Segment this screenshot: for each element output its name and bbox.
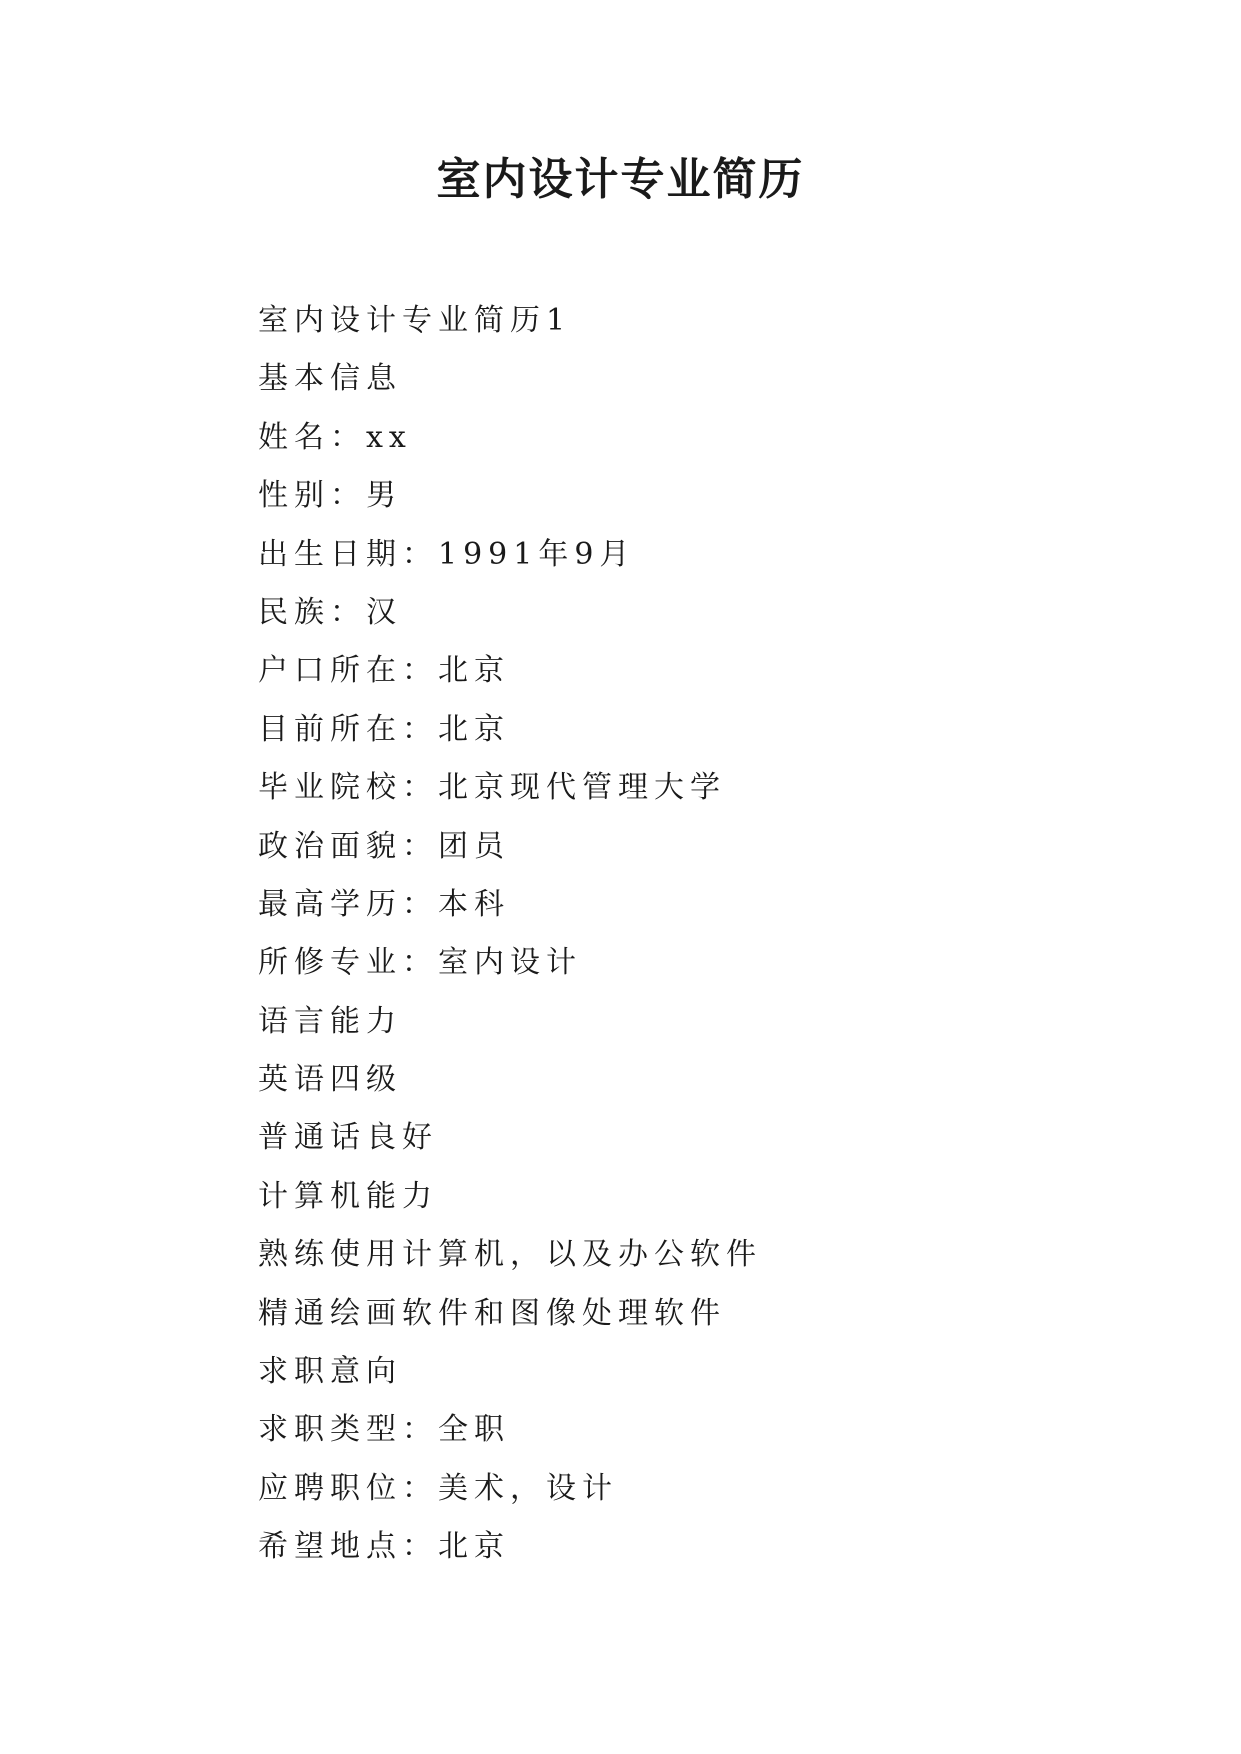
field-job-type: 求职类型：全职: [258, 1412, 510, 1448]
field-hukou-location: 户口所在：北京: [258, 653, 510, 689]
language-item-mandarin: 普通话良好: [258, 1120, 438, 1156]
field-graduated-school: 毕业院校：北京现代管理大学: [258, 770, 726, 806]
section-heading-basic-info: 基本信息: [258, 361, 402, 397]
field-highest-education: 最高学历：本科: [258, 886, 510, 922]
field-desired-location: 希望地点：北京: [258, 1529, 510, 1565]
section-heading-language: 语言能力: [258, 1003, 402, 1039]
field-political-status: 政治面貌：团员: [258, 828, 510, 864]
field-current-location: 目前所在：北京: [258, 711, 510, 747]
field-birth-date: 出生日期：1991年9月: [258, 536, 636, 572]
resume-body: [258, 292, 1058, 1577]
section-heading-job-intention: 求职意向: [258, 1354, 402, 1390]
field-name: 姓名：xx: [258, 419, 412, 455]
field-gender: 性别：男: [258, 478, 402, 514]
document-title: 室内设计专业简历: [436, 154, 805, 205]
resume-heading: 室内设计专业简历1: [258, 303, 572, 338]
field-ethnicity: 民族：汉: [258, 594, 402, 630]
section-heading-computer: 计算机能力: [258, 1178, 438, 1214]
computer-skill-office: 熟练使用计算机，以及办公软件: [258, 1237, 762, 1273]
language-item-english: 英语四级: [258, 1062, 402, 1098]
field-position: 应聘职位：美术，设计: [258, 1470, 618, 1506]
field-major: 所修专业：室内设计: [258, 945, 582, 981]
computer-skill-graphics: 精通绘画软件和图像处理软件: [258, 1295, 726, 1331]
